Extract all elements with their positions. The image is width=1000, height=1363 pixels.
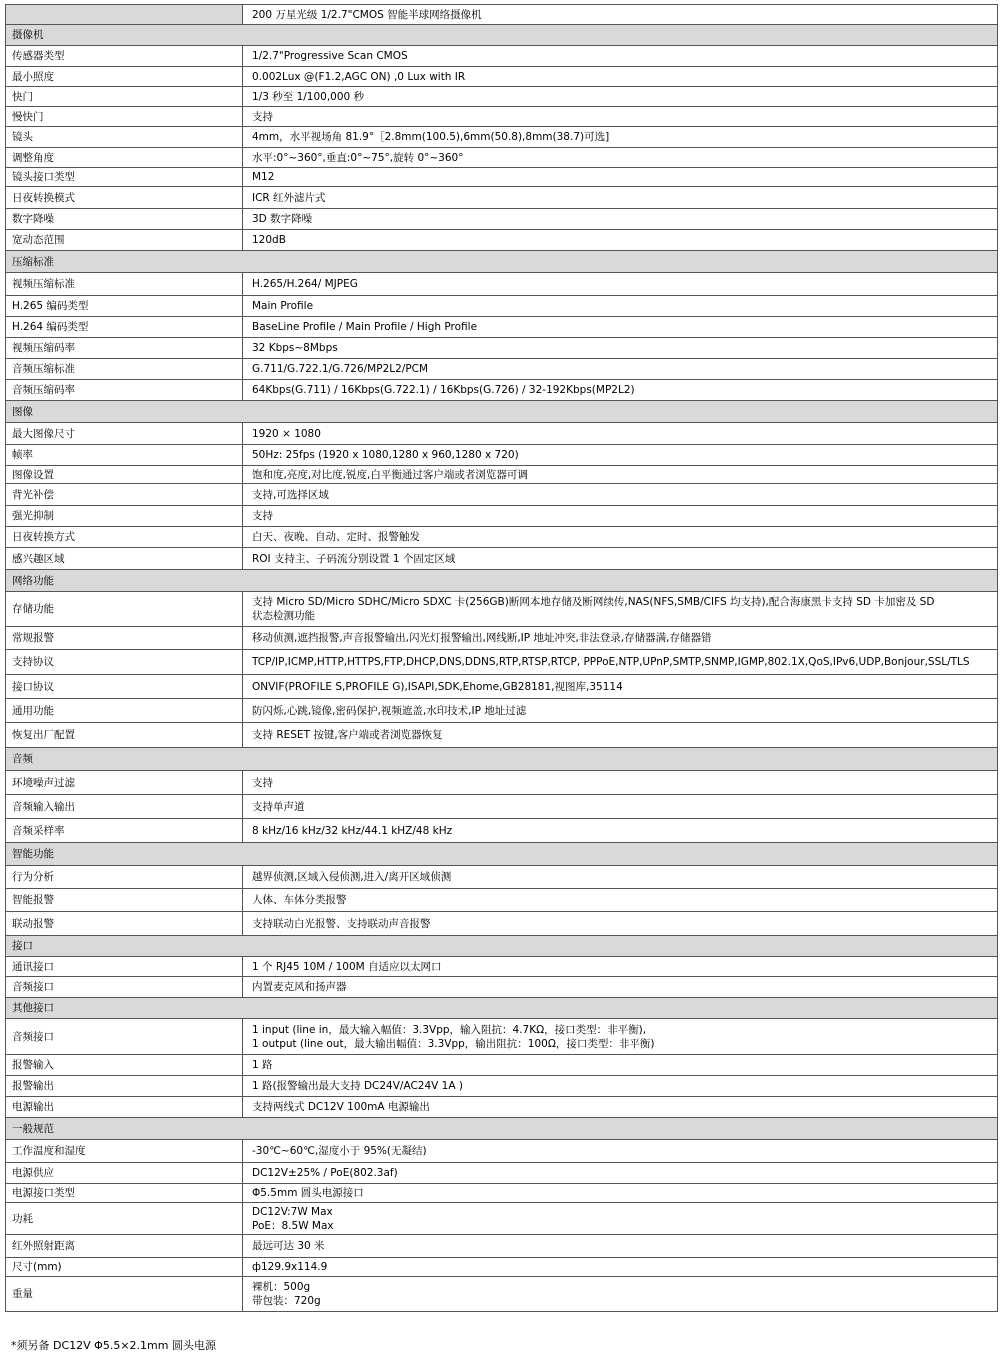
spec-label: 音频输入输出 — [6, 795, 243, 819]
spec-label: 宽动态范围 — [6, 230, 243, 251]
spec-value — [243, 209, 998, 230]
spec-value — [243, 1277, 998, 1312]
spec-row — [6, 423, 998, 445]
spec-value-line: DC12V±25% / PoE(802.3af) — [252, 1167, 398, 1179]
spec-value — [243, 1235, 998, 1258]
spec-value-line: 移动侦测,遮挡报警,声音报警输出,闪光灯报警输出,网线断,IP 地址冲突,非法登录,存储器满,存储器错 — [252, 632, 712, 644]
spec-row — [6, 1203, 998, 1235]
spec-label: 智能报警 — [6, 889, 243, 912]
spec-row — [6, 819, 998, 843]
spec-row — [6, 296, 998, 317]
spec-value-line: 32 Kbps~8Mbps — [252, 342, 338, 354]
spec-label: 帧率 — [6, 445, 243, 466]
spec-row — [6, 187, 998, 209]
spec-value-line: 内置麦克风和扬声器 — [252, 981, 347, 993]
spec-label: 功耗 — [6, 1203, 243, 1235]
spec-row — [6, 127, 998, 148]
spec-label: 通讯接口 — [6, 957, 243, 977]
spec-label: 慢快门 — [6, 107, 243, 127]
spec-value-line: G.711/G.722.1/G.726/MP2L2/PCM — [252, 363, 429, 375]
spec-value-line: 最远可达 30 米 — [252, 1240, 325, 1252]
spec-label: 调整角度 — [6, 148, 243, 168]
spec-label: 背光补偿 — [6, 484, 243, 506]
spec-label: 工作温度和湿度 — [6, 1140, 243, 1163]
spec-row — [6, 1019, 998, 1055]
spec-row — [6, 273, 998, 296]
spec-value — [243, 1097, 998, 1118]
spec-row — [6, 548, 998, 570]
spec-value — [243, 380, 998, 401]
spec-label: 视频压缩标准 — [6, 273, 243, 296]
spec-value — [243, 87, 998, 107]
spec-value-line: BaseLine Profile / Main Profile / High Profile — [252, 321, 478, 333]
spec-label: 报警输入 — [6, 1055, 243, 1076]
spec-value-line: 水平:0°~360°,垂直:0°~75°,旋转 0°~360° — [252, 151, 464, 164]
section-title: 网络功能 — [6, 570, 998, 592]
spec-value — [243, 527, 998, 548]
spec-value — [243, 230, 998, 251]
spec-value-line: ROI 支持主、子码流分别设置 1 个固定区域 — [252, 552, 456, 565]
section-header-row — [6, 748, 998, 771]
spec-label: 音频压缩标准 — [6, 359, 243, 380]
spec-label: 视频压缩码率 — [6, 338, 243, 359]
spec-row — [6, 1097, 998, 1118]
spec-label: 行为分析 — [6, 866, 243, 889]
spec-value-line: 4mm，水平视场角 81.9°［2.8mm(100.5),6mm(50.8),8mm(38.7)可选] — [252, 131, 610, 143]
section-title: 音频 — [6, 748, 998, 771]
spec-value — [243, 819, 998, 843]
section-header-row — [6, 570, 998, 592]
spec-value-line: 支持 RESET 按键,客户端或者浏览器恢复 — [252, 729, 443, 741]
spec-value-line: H.265/H.264/ MJPEG — [252, 278, 358, 290]
spec-value — [243, 67, 998, 87]
spec-value-line: ICR 红外滤片式 — [252, 191, 326, 204]
product-title: 200 万星光级 1/2.7"CMOS 智能半球网络摄像机 — [243, 5, 998, 25]
spec-label: 传感器类型 — [6, 46, 243, 67]
spec-value — [243, 107, 998, 127]
spec-value-line: 支持 Micro SD/Micro SDHC/Micro SDXC 卡(256GB)断网本地存储及断网续传,NAS(NFS,SMB/CIFS 均支持),配合海康黑卡支持 SD 卡加密及 SD — [252, 596, 935, 608]
spec-value — [243, 296, 998, 317]
spec-value-line: 50Hz: 25fps (1920 x 1080,1280 x 960,1280 x 720) — [252, 449, 519, 461]
spec-row — [6, 977, 998, 998]
spec-value-line: 1 个 RJ45 10M / 100M 自适应以太网口 — [252, 960, 442, 973]
spec-label: 尺寸(mm) — [6, 1258, 243, 1277]
spec-row — [6, 87, 998, 107]
spec-row — [6, 466, 998, 484]
spec-value — [243, 957, 998, 977]
spec-label: 最小照度 — [6, 67, 243, 87]
spec-row — [6, 795, 998, 819]
spec-label: 环境噪声过滤 — [6, 771, 243, 795]
spec-row — [6, 1235, 998, 1258]
spec-value — [243, 866, 998, 889]
spec-row — [6, 699, 998, 723]
spec-value — [243, 127, 998, 148]
spec-value-line: 支持两线式 DC12V 100mA 电源输出 — [252, 1101, 430, 1113]
spec-label: 日夜转换方式 — [6, 527, 243, 548]
spec-value-line: ONVIF(PROFILE S,PROFILE G),ISAPI,SDK,Ehome,GB28181,视图库,35114 — [252, 680, 623, 693]
spec-row — [6, 866, 998, 889]
spec-value — [243, 338, 998, 359]
spec-value — [243, 548, 998, 570]
spec-row — [6, 1140, 998, 1163]
spec-value — [243, 650, 998, 675]
spec-value — [243, 1076, 998, 1097]
section-header-row — [6, 251, 998, 273]
spec-row — [6, 148, 998, 168]
spec-label: 日夜转换模式 — [6, 187, 243, 209]
spec-value — [243, 506, 998, 527]
spec-label: 常规报警 — [6, 627, 243, 650]
spec-label: 电源接口类型 — [6, 1184, 243, 1203]
spec-value-line: 越界侦测,区域入侵侦测,进入/离开区域侦测 — [252, 871, 452, 883]
spec-label: 音频接口 — [6, 1019, 243, 1055]
spec-row — [6, 1184, 998, 1203]
spec-label: 快门 — [6, 87, 243, 107]
section-title: 图像 — [6, 401, 998, 423]
spec-value-line: 1 路(报警输出最大支持 DC24V/AC24V 1A ) — [252, 1080, 463, 1092]
spec-value — [243, 317, 998, 338]
spec-row — [6, 889, 998, 912]
spec-value — [243, 1184, 998, 1203]
spec-value-line: 白天、夜晚、自动、定时、报警触发 — [252, 531, 420, 543]
spec-row — [6, 1076, 998, 1097]
section-title: 其他接口 — [6, 998, 998, 1019]
spec-row — [6, 380, 998, 401]
spec-value-line: 3D 数字降噪 — [252, 213, 313, 225]
spec-value — [243, 273, 998, 296]
spec-label: H.264 编码类型 — [6, 317, 243, 338]
spec-value-line: 0.002Lux @(F1.2,AGC ON) ,0 Lux with IR — [252, 70, 466, 83]
spec-value-line: Main Profile — [252, 300, 314, 312]
spec-value — [243, 977, 998, 998]
spec-value — [243, 699, 998, 723]
spec-label: 通用功能 — [6, 699, 243, 723]
spec-value — [243, 168, 998, 187]
spec-value — [243, 484, 998, 506]
spec-value — [243, 1203, 998, 1235]
spec-label: 强光抑制 — [6, 506, 243, 527]
spec-value-line: 支持 — [252, 110, 273, 123]
spec-value — [243, 1055, 998, 1076]
spec-value-line: 防闪烁,心跳,镜像,密码保护,视频遮盖,水印技术,IP 地址过滤 — [252, 704, 527, 717]
spec-value-line: 1 input (line in，最大输入幅值：3.3Vpp，输入阻抗：4.7KΩ，接口类型：非平衡), — [252, 1023, 647, 1036]
spec-label: 音频接口 — [6, 977, 243, 998]
spec-label: 报警输出 — [6, 1076, 243, 1097]
spec-row — [6, 1055, 998, 1076]
spec-label: 接口协议 — [6, 675, 243, 699]
spec-table-body — [6, 5, 998, 1312]
spec-row — [6, 484, 998, 506]
section-header-row — [6, 401, 998, 423]
spec-value-line: 状态检测功能 — [252, 610, 315, 622]
spec-label: 电源供应 — [6, 1163, 243, 1184]
spec-value-line: -30℃~60℃,湿度小于 95%(无凝结) — [252, 1145, 427, 1157]
spec-row — [6, 46, 998, 67]
spec-row — [6, 771, 998, 795]
spec-value-line: 人体、车体分类报警 — [252, 894, 347, 906]
title-row — [6, 5, 998, 25]
spec-row — [6, 317, 998, 338]
spec-value-line: 1 output (line out，最大输出幅值：3.3Vpp，输出阻抗：100Ω，接口类型：非平衡) — [252, 1037, 655, 1050]
spec-value — [243, 592, 998, 627]
spec-row — [6, 1258, 998, 1277]
spec-value — [243, 723, 998, 748]
spec-row — [6, 627, 998, 650]
spec-value — [243, 627, 998, 650]
spec-row — [6, 912, 998, 936]
spec-value — [243, 1019, 998, 1055]
section-header-row — [6, 25, 998, 46]
spec-value-line: 支持联动白光报警、支持联动声音报警 — [252, 917, 431, 930]
spec-row — [6, 650, 998, 675]
spec-value — [243, 445, 998, 466]
spec-row — [6, 675, 998, 699]
spec-row — [6, 527, 998, 548]
spec-value-line: 支持,可选择区域 — [252, 488, 329, 501]
spec-value-line: DC12V:7W Max — [252, 1205, 333, 1218]
spec-row — [6, 723, 998, 748]
spec-value — [243, 889, 998, 912]
spec-value — [243, 795, 998, 819]
footnote: *须另备 DC12V Φ5.5×2.1mm 圆头电源 — [11, 1339, 216, 1352]
spec-label: 电源输出 — [6, 1097, 243, 1118]
section-header-row — [6, 936, 998, 957]
spec-label: 联动报警 — [6, 912, 243, 936]
spec-value-line: M12 — [252, 171, 275, 183]
spec-value-line: ф129.9x114.9 — [252, 1261, 328, 1273]
spec-row — [6, 359, 998, 380]
section-header-row — [6, 998, 998, 1019]
spec-value-line: 64Kbps(G.711) / 16Kbps(G.722.1) / 16Kbps(G.726) / 32-192Kbps(MP2L2) — [252, 384, 635, 396]
spec-row — [6, 209, 998, 230]
spec-label: 存储功能 — [6, 592, 243, 627]
spec-value — [243, 1163, 998, 1184]
spec-value-line: 8 kHz/16 kHz/32 kHz/44.1 kHZ/48 kHz — [252, 824, 453, 837]
spec-table — [5, 4, 998, 1312]
spec-value — [243, 148, 998, 168]
spec-row — [6, 506, 998, 527]
spec-value — [243, 187, 998, 209]
spec-label: 恢复出厂配置 — [6, 723, 243, 748]
spec-value-line: Φ5.5mm 圆头电源接口 — [252, 1187, 364, 1199]
spec-value — [243, 771, 998, 795]
spec-row — [6, 107, 998, 127]
spec-value — [243, 359, 998, 380]
spec-label: 镜头 — [6, 127, 243, 148]
spec-label: 音频压缩码率 — [6, 380, 243, 401]
spec-row — [6, 168, 998, 187]
spec-value-line: TCP/IP,ICMP,HTTP,HTTPS,FTP,DHCP,DNS,DDNS,RTP,RTSP,RTCP, PPPoE,NTP,UPnP,SMTP,SNMP,IGMP,802.1X,QoS,IPv6,UDP,Bonjour,SSL/TLS — [252, 656, 970, 668]
section-title: 摄像机 — [6, 25, 998, 46]
spec-value-line: 支持单声道 — [252, 800, 305, 813]
spec-label: 数字降噪 — [6, 209, 243, 230]
section-title: 一般规范 — [6, 1118, 998, 1140]
spec-value-line: 1920 × 1080 — [252, 427, 321, 440]
spec-value — [243, 466, 998, 484]
spec-label: 图像设置 — [6, 466, 243, 484]
spec-row — [6, 1163, 998, 1184]
section-title: 压缩标准 — [6, 251, 998, 273]
spec-label: 感兴趣区域 — [6, 548, 243, 570]
spec-row — [6, 230, 998, 251]
section-header-row — [6, 843, 998, 866]
spec-row — [6, 592, 998, 627]
spec-value-line: 裸机：500g — [252, 1281, 311, 1293]
spec-label: 重量 — [6, 1277, 243, 1312]
spec-value-line: 带包装：720g — [252, 1295, 321, 1307]
section-header-row — [6, 1118, 998, 1140]
spec-row — [6, 338, 998, 359]
spec-row — [6, 445, 998, 466]
spec-value-line: 支持 — [252, 510, 273, 522]
spec-value — [243, 675, 998, 699]
spec-label: 镜头接口类型 — [6, 168, 243, 187]
spec-value — [243, 423, 998, 445]
section-title: 接口 — [6, 936, 998, 957]
spec-label: 音频采样率 — [6, 819, 243, 843]
spec-row — [6, 1277, 998, 1312]
spec-label: 红外照射距离 — [6, 1235, 243, 1258]
spec-value-line: PoE：8.5W Max — [252, 1219, 334, 1232]
spec-value-line: 1/3 秒至 1/100,000 秒 — [252, 90, 365, 103]
spec-row — [6, 67, 998, 87]
spec-row — [6, 957, 998, 977]
spec-label: 最大图像尺寸 — [6, 423, 243, 445]
spec-value-line: 支持 — [252, 776, 273, 789]
spec-value — [243, 1258, 998, 1277]
title-row-blank-cell — [6, 5, 243, 25]
spec-value-line: 120dB — [252, 234, 286, 246]
spec-value-line: 饱和度,亮度,对比度,锐度,白平衡通过客户端或者浏览器可调 — [252, 468, 528, 481]
spec-value — [243, 912, 998, 936]
spec-label: 支持协议 — [6, 650, 243, 675]
spec-value-line: 1/2.7"Progressive Scan CMOS — [252, 50, 408, 62]
spec-label: H.265 编码类型 — [6, 296, 243, 317]
spec-value — [243, 1140, 998, 1163]
spec-value-line: 1 路 — [252, 1059, 273, 1071]
spec-value — [243, 46, 998, 67]
section-title: 智能功能 — [6, 843, 998, 866]
